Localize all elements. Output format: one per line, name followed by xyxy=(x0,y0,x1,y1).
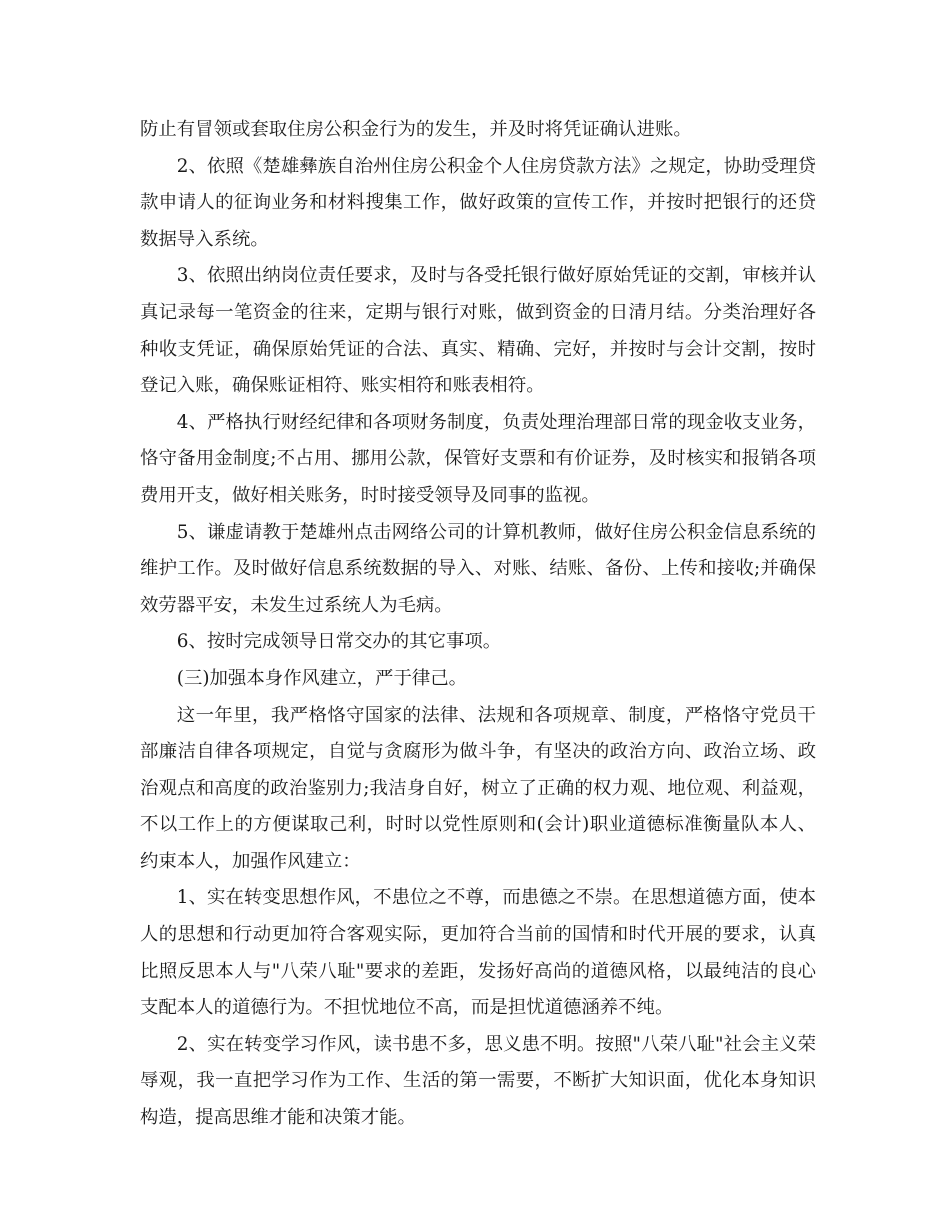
paragraph-body: 这一年里，我严格恪守国家的法律、法规和各项规章、制度，严格恪守党员干部廉洁自律各项规定，自觉与贪腐形为做斗争，有坚决的政治方向、政治立场、政治观点和高度的政治鉴别力;我洁身自好，树立了正确的权力观、地位观、利益观，不以工作上的方便谋取己利，时时以党性原则和(会计)职业道德标准衡量队本人、约束本人，加强作风建立： xyxy=(140,704,816,872)
paragraph-sub-1: 1、实在转变思想作风，不患位之不尊，而患德之不崇。在思想道德方面，使本人的思想和行动更加符合客观实际，更加符合当前的国情和时代开展的要求，认真比照反思本人与"八荣八耻"要求的差距，发扬好高尚的道德风格，以最纯洁的良心支配本人的道德行为。不担忧地位不高，而是担忧道德涵养不纯。 xyxy=(140,887,816,1019)
section-heading: (三)加强本身作风建立，严于律己。 xyxy=(176,667,468,689)
paragraph-continuation: 防止有冒领或套取住房公积金行为的发生，并及时将凭证确认进账。 xyxy=(140,119,692,140)
paragraph-item-5: 5、谦虚请教于楚雄州点击网络公司的计算机教师，做好住房公积金信息系统的维护工作。及时做好信息系统数据的导入、对账、结账、备份、上传和接收;并确保效劳器平安，未发生过系统人为毛病。 xyxy=(140,521,816,616)
paragraph-sub-2: 2、实在转变学习作风，读书患不多，思义患不明。按照"八荣八耻"社会主义荣辱观，我一直把学习作为工作、生活的第一需要，不断扩大知识面，优化本身知识构造，提高思维才能和决策才能。 xyxy=(140,1033,816,1129)
document-page xyxy=(140,112,816,1137)
paragraph-item-2: 2、依照《楚雄彝族自治州住房公积金个人住房贷款方法》之规定，协助受理贷款申请人的征询业务和材料搜集工作，做好政策的宣传工作，并按时把银行的还贷数据导入系统。 xyxy=(140,155,816,250)
paragraph-item-6: 6、按时完成领导日常交办的其它事项。 xyxy=(176,631,502,653)
paragraph-item-4: 4、严格执行财经纪律和各项财务制度，负责处理治理部日常的现金收支业务，恪守备用金制度;不占用、挪用公款，保管好支票和有价证券，及时核实和报销各项费用开支，做好相关账务，时时接受领导及同事的监视。 xyxy=(140,411,816,506)
paragraph-item-3: 3、依照出纳岗位责任要求，及时与各受托银行做好原始凭证的交割，审核并认真记录每一笔资金的往来，定期与银行对账，做到资金的日清月结。分类治理好各种收支凭证，确保原始凭证的合法、真实、精确、完好，并按时与会计交割，按时登记入账，确保账证相符、账实相符和账表相符。 xyxy=(140,265,816,397)
